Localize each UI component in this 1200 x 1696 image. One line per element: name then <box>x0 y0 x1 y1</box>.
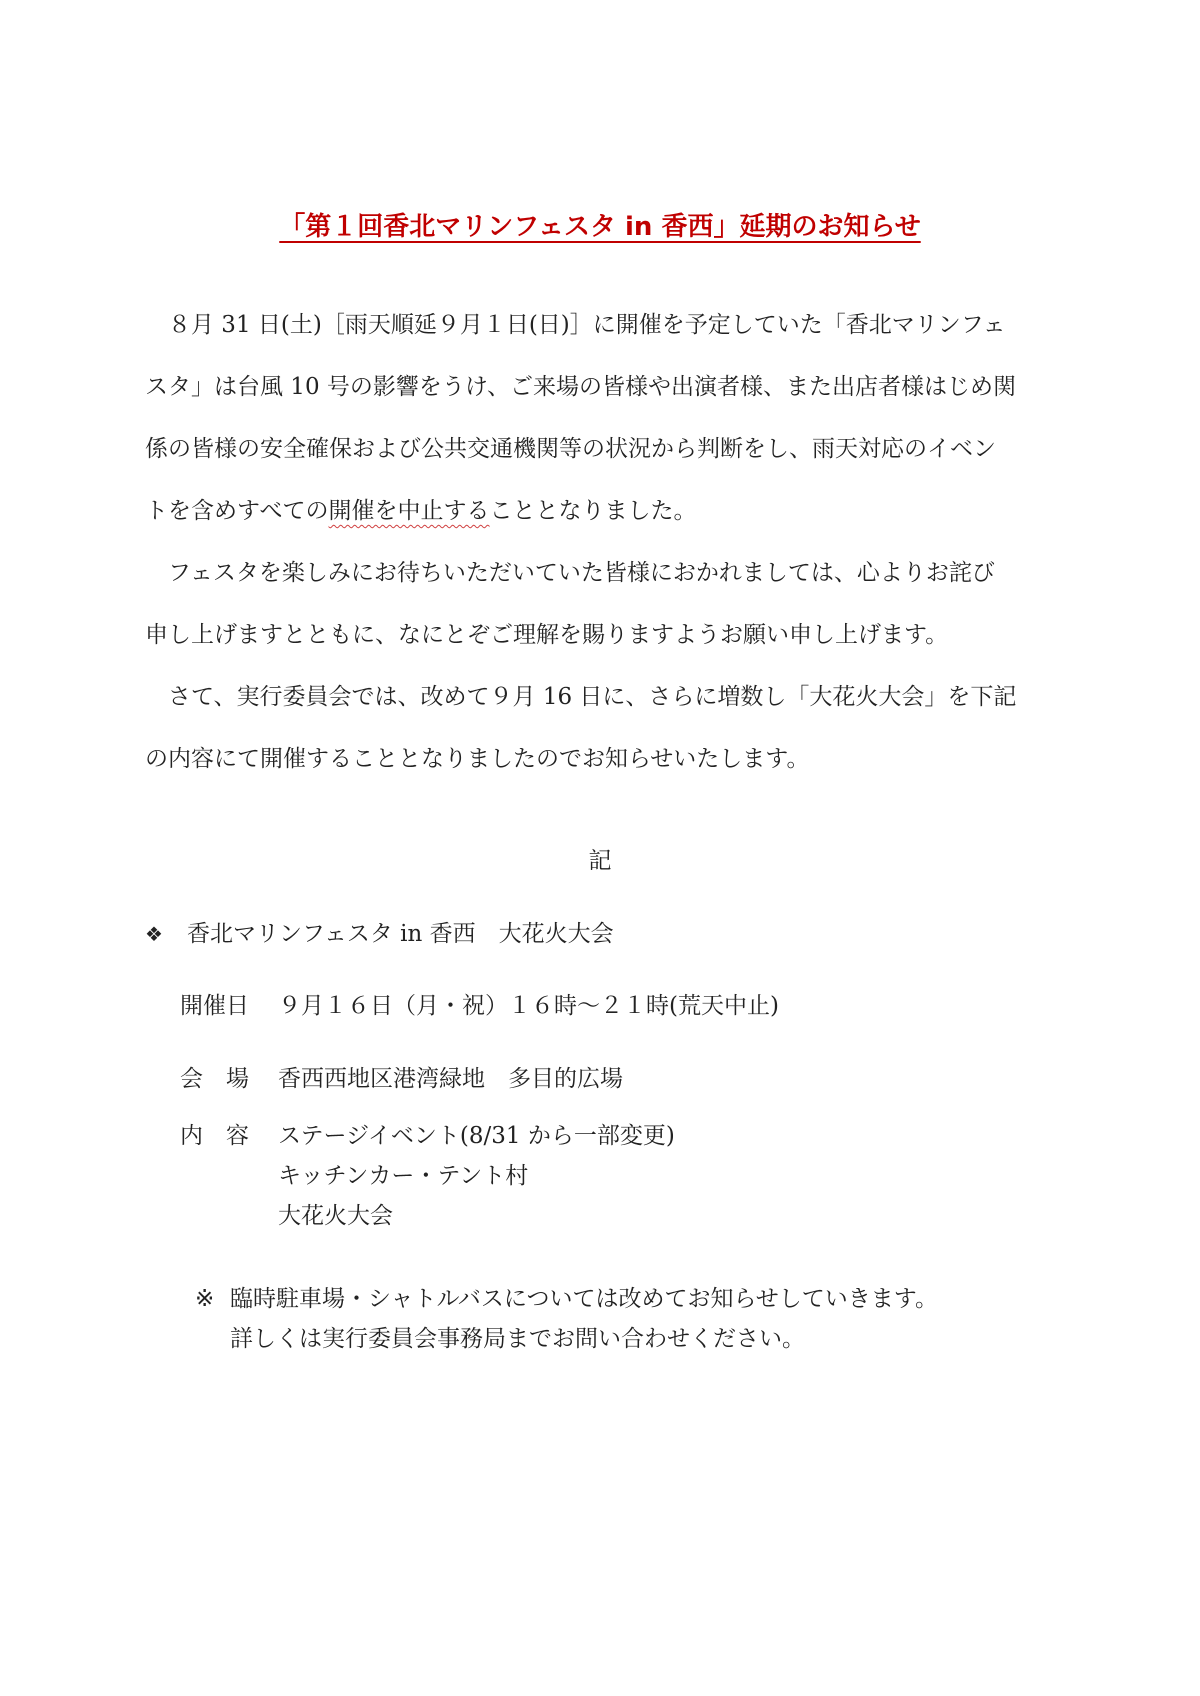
paragraph1-line4-post: こととなりました。 <box>489 498 697 524</box>
paragraph1-line4-pre: トを含めすべての <box>145 498 329 524</box>
note-line2: 詳しくは実行委員会事務局までお問い合わせください。 <box>230 1326 805 1352</box>
content-item: ステージイベント(8/31 から一部変更) <box>278 1123 675 1149</box>
date-label: 開催日 <box>180 993 249 1019</box>
paragraph1-line4-mark: 開催を中止する <box>328 498 490 524</box>
note-mark: ※ <box>195 1286 215 1312</box>
paragraph2-line1: フェスタを楽しみにお待ちいただいていた皆様におかれましては、心よりお詫び <box>168 560 995 586</box>
venue-value: 香西西地区港湾緑地 多目的広場 <box>278 1066 623 1092</box>
paragraph1-line1: ８月 31 日(土)［雨天順延９月１日(日)］に開催を予定していた「香北マリンフェ <box>168 312 1006 338</box>
ki-heading: 記 <box>588 848 612 874</box>
paragraph2-line2: 申し上げますとともに、なにとぞご理解を賜りますようお願い申し上げます。 <box>145 622 949 648</box>
date-value: ９月１６日（月・祝）１６時～２１時(荒天中止) <box>278 993 779 1019</box>
notice-title <box>0 210 1200 244</box>
paragraph1-line4 <box>145 495 697 527</box>
content-item: 大花火大会 <box>278 1203 393 1229</box>
note-line1: 臨時駐車場・シャトルバスについては改めてお知らせしていきます。 <box>230 1286 938 1312</box>
event-name: 香北マリンフェスタ in 香西 大花火大会 <box>187 921 614 947</box>
diamond-bullet-icon: ❖ <box>145 922 163 946</box>
venue-label: 会 場 <box>180 1066 249 1092</box>
notice-title-text: 「第１回香北マリンフェスタ in 香西」延期のお知らせ <box>279 212 921 242</box>
paragraph3-line1: さて、実行委員会では、改めて９月 16 日に、さらに増数し「大花火大会」を下記 <box>168 684 1017 710</box>
paragraph1-line2: スタ」は台風 10 号の影響をうけ、ご来場の皆様や出演者様、また出店者様はじめ関 <box>145 374 1016 400</box>
content-label: 内 容 <box>180 1123 249 1149</box>
content-item: キッチンカー・テント村 <box>278 1163 529 1189</box>
paragraph3-line2: の内容にて開催することとなりましたのでお知らせいたします。 <box>145 746 810 772</box>
paragraph1-line3: 係の皆様の安全確保および公共交通機関等の状況から判断をし、雨天対応のイベン <box>145 436 996 462</box>
